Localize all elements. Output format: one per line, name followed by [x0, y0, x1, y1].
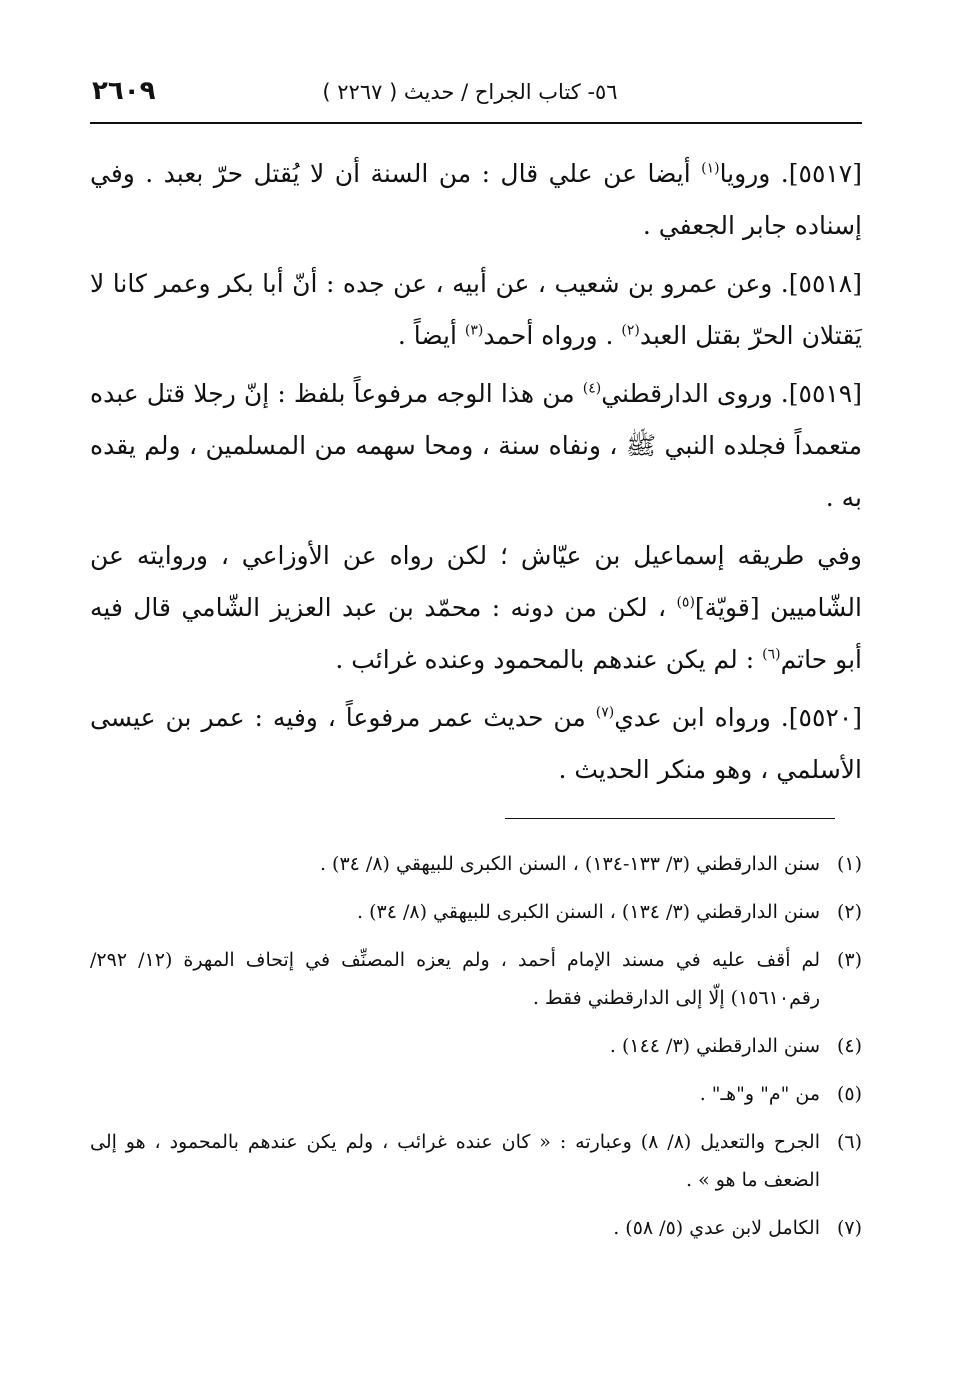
footnote-marker: (١): [836, 853, 862, 875]
footnote-marker: (٣): [836, 949, 862, 971]
paragraph-number: [٥٥٢٠]: [788, 703, 863, 732]
paragraph-number: [٥٥١٩]: [788, 379, 862, 408]
footnote-marker: (٧): [836, 1217, 862, 1239]
footnote-text: سنن الدارقطني (٣/ ١٤٤) .: [609, 1035, 820, 1057]
paragraph-text: من هذا الوجه مرفوعاً بلفظ : إنّ رجلا قتل عبده متعمداً فجلده النبي ﷺ ، ونفاه سنة ، ومحا سهمه من المسلمين ، ولم يقده به .: [90, 379, 862, 512]
footnote: [90, 1209, 862, 1247]
footnote-reference[interactable]: (٣): [464, 322, 484, 339]
body-paragraph: [90, 530, 862, 686]
footnote: [90, 845, 862, 883]
footnote-marker: (٢): [836, 901, 862, 923]
footnote-text: سنن الدارقطني (٣/ ١٣٣-١٣٤) ، السنن الكبرى للبيهقي (٨/ ٣٤) .: [319, 853, 820, 875]
footnote: [90, 1123, 862, 1199]
footnote: [90, 893, 862, 931]
footnote-marker: (٥): [836, 1083, 862, 1105]
page-number: ٢٦٠٩: [92, 76, 156, 106]
footnote: [90, 1075, 862, 1113]
paragraph-text: . وعن عمرو بن شعيب ، عن أبيه ، عن جده : أنّ أبا بكر وعمر كانا لا يَقتلان الحرّ بقتل العبد: [90, 269, 862, 350]
body-paragraph: [90, 258, 862, 362]
footnote-reference[interactable]: (٧): [595, 704, 615, 721]
footnote-reference[interactable]: (١): [701, 160, 720, 177]
footnote-marker: (٦): [836, 1131, 862, 1153]
footnote-text: الجرح والتعديل (٨/ ٨) وعبارته : « كان عنده غرائب ، ولم يكن عندهم بالمحمود ، هو إلى الضعف ما هو » .: [90, 1131, 820, 1191]
footnote-text: لم أقف عليه في مسند الإمام أحمد ، ولم يعزه المصنِّف في إتحاف المهرة (١٢/ ٢٩٢/ رقم١٥٦١٠) إلّا إلى الدارقطني فقط .: [90, 949, 820, 1009]
paragraph-text: . ورواه ابن عدي: [614, 703, 789, 732]
footnote-reference[interactable]: (٦): [762, 646, 781, 663]
body-paragraph: [90, 692, 862, 796]
footnote-marker: (٤): [836, 1035, 862, 1057]
footnote-text: الكامل لابن عدي (٥/ ٥٨) .: [613, 1217, 820, 1239]
paragraph-text: . وروى الدارقطني: [601, 379, 789, 408]
paragraph-text: : لم يكن عندهم بالمحمود وعنده غرائب .: [335, 645, 763, 674]
paragraph-text: أيضاً .: [397, 321, 465, 350]
footnote-reference[interactable]: (٤): [582, 380, 602, 397]
paragraph-text: أيضا عن علي قال : من السنة أن لا يُقتل حرّ بعبد . وفي إسناده جابر الجعفي .: [90, 159, 862, 240]
footnote: [90, 1027, 862, 1065]
paragraph-text: . ورويا: [719, 159, 789, 188]
footnote: [90, 941, 862, 1017]
main-text: [90, 148, 862, 802]
footnote-reference[interactable]: (٢): [621, 322, 640, 339]
footnote-text: من "م" و"هـ" .: [699, 1083, 820, 1105]
footnote-reference[interactable]: (٥): [676, 594, 695, 611]
footnotes: [90, 845, 862, 1257]
body-paragraph: [90, 148, 862, 252]
paragraph-text: من حديث عمر مرفوعاً ، وفيه : عمر بن عيسى الأسلمي ، وهو منكر الحديث .: [90, 703, 862, 784]
paragraph-number: [٥٥١٨]: [788, 269, 862, 298]
running-title: ٥٦- كتاب الجراح / حديث ( ٢٢٦٧ ): [322, 80, 618, 104]
paragraph-number: [٥٥١٧]: [788, 159, 862, 188]
paragraph-text: ، لكن من دونه : محمّد بن عبد العزيز الشّامي قال فيه أبو حاتم: [90, 593, 862, 674]
footnote-separator: [505, 818, 835, 819]
header-rule: [90, 122, 862, 124]
footnote-text: سنن الدارقطني (٣/ ١٣٤) ، السنن الكبرى للبيهقي (٨/ ٣٤) .: [356, 901, 820, 923]
paragraph-text: وفي طريقه إسماعيل بن عيّاش ؛ لكن رواه عن الأوزاعي ، وروايته عن الشّاميين [قويّة]: [90, 541, 862, 622]
body-paragraph: [90, 368, 862, 524]
paragraph-text: . ورواه أحمد: [483, 321, 622, 350]
